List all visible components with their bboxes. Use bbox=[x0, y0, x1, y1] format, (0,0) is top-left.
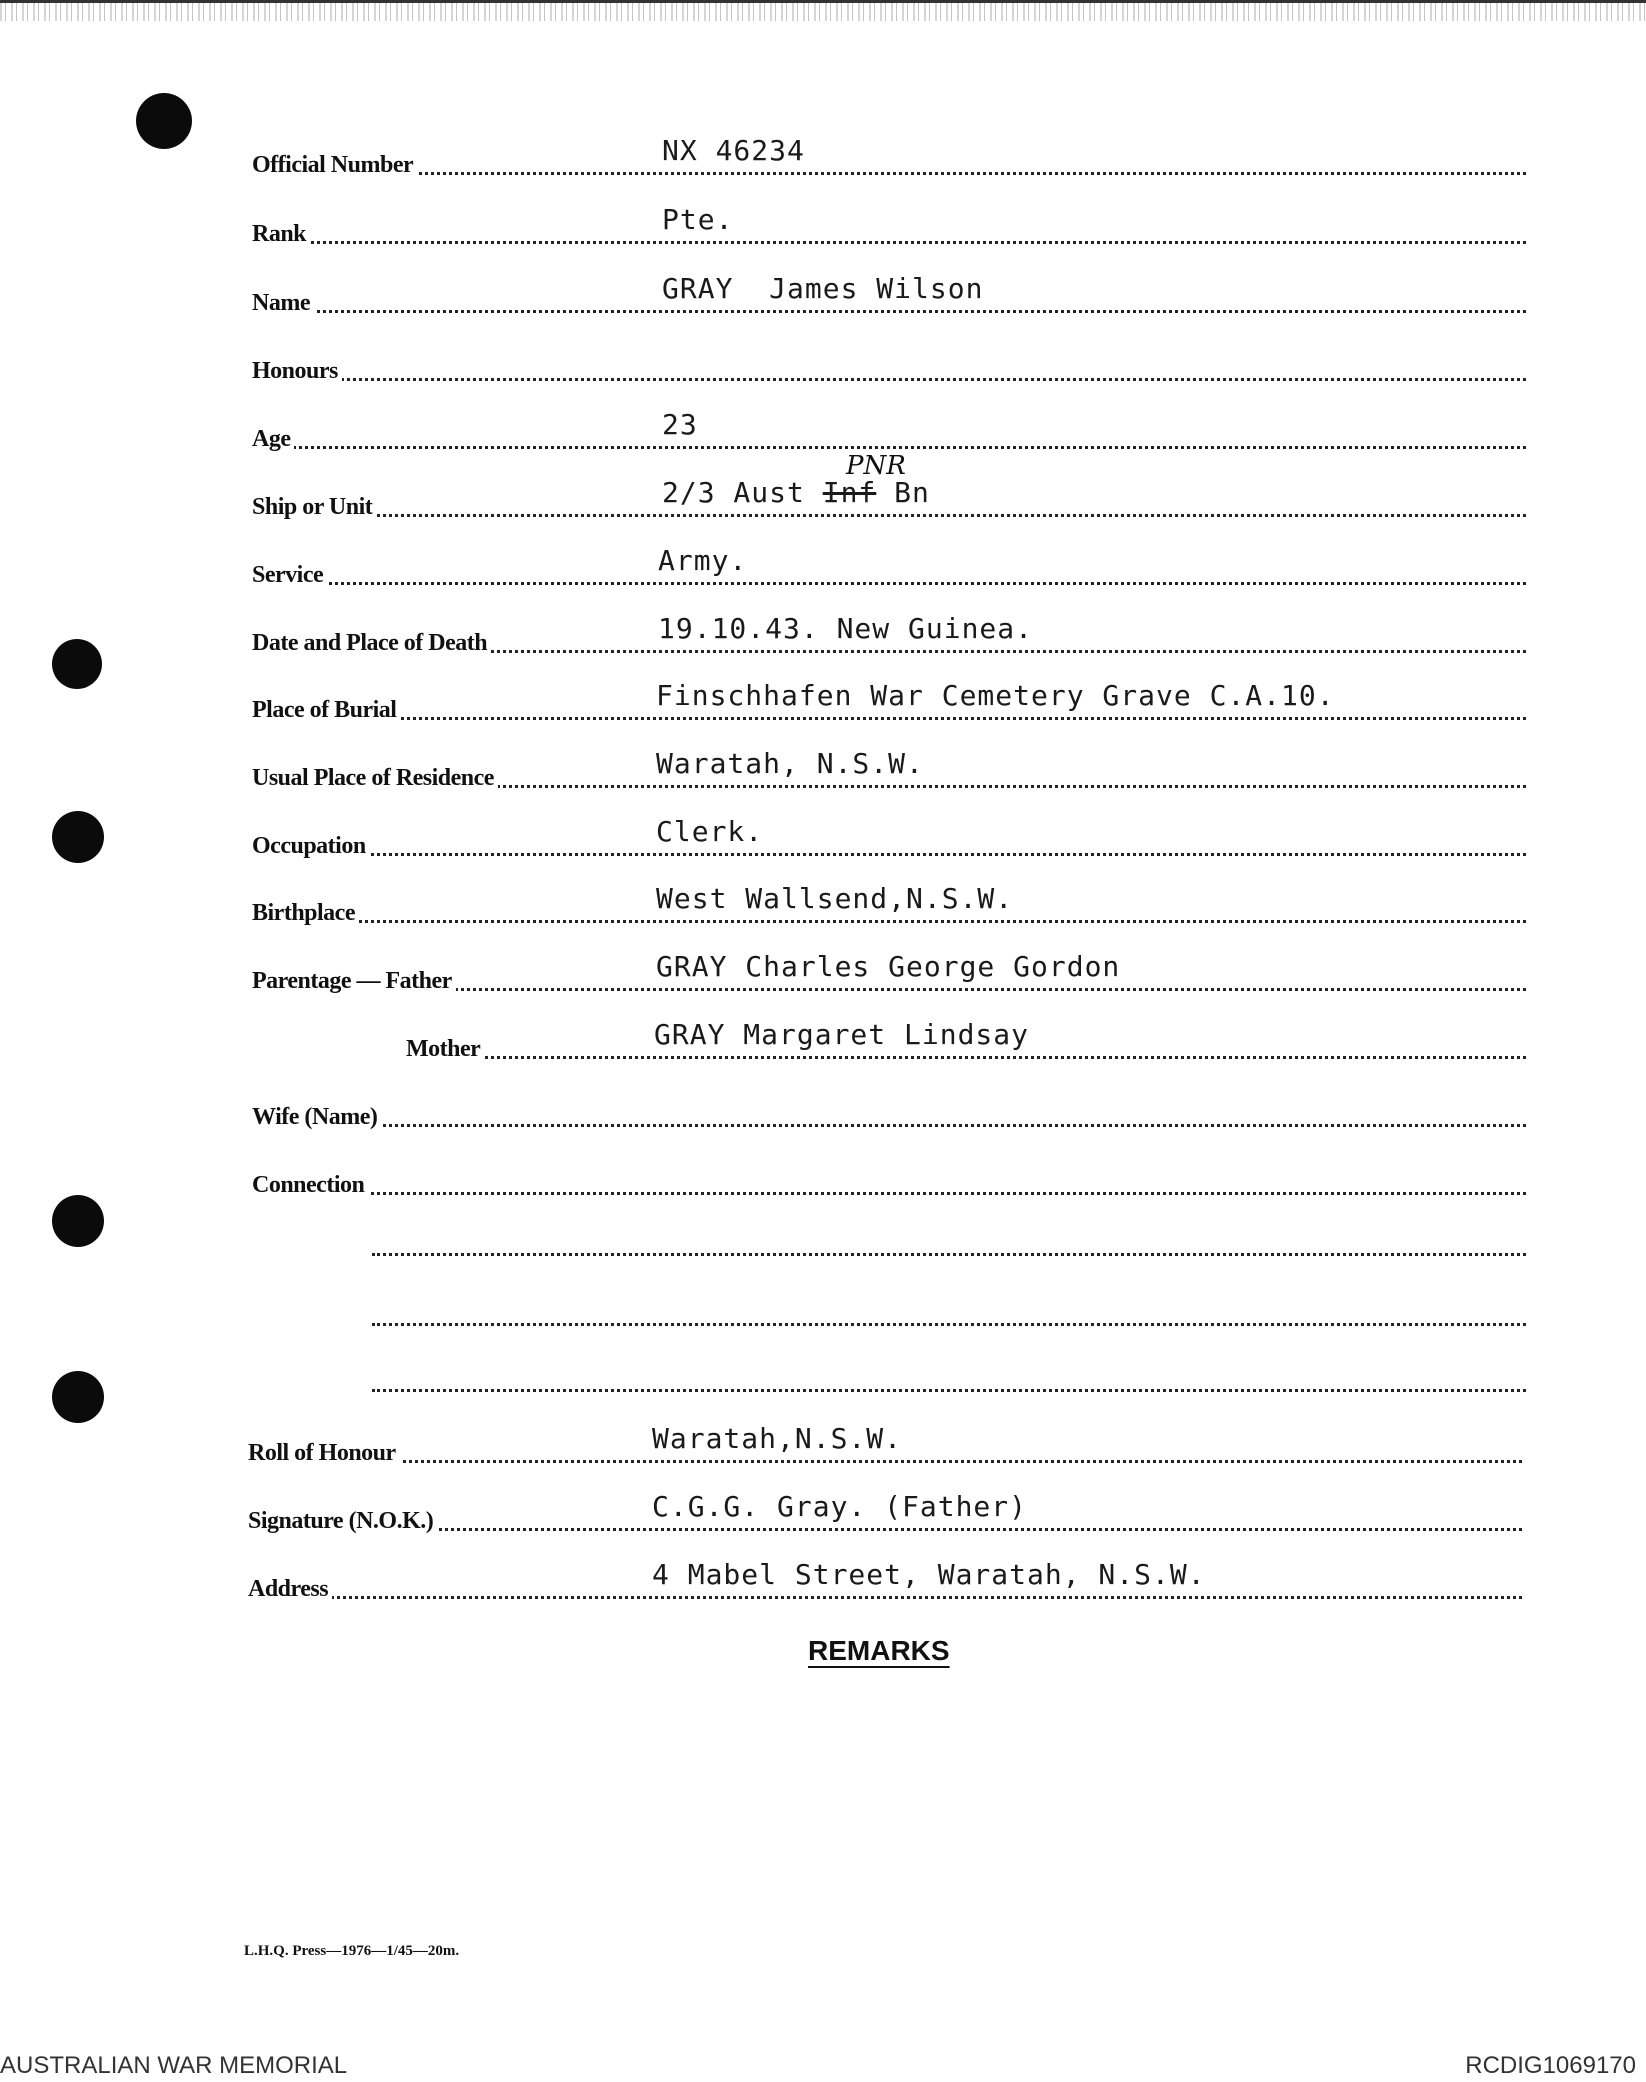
remarks-heading: REMARKS bbox=[808, 1635, 950, 1666]
field-label: Rank bbox=[252, 220, 310, 248]
field-label: Wife (Name) bbox=[252, 1103, 381, 1131]
field-date-place-of-death bbox=[0, 612, 1646, 657]
field-value: Finschhafen War Cemetery Grave C.A.10. bbox=[656, 679, 1335, 712]
field-mother bbox=[0, 1018, 1646, 1063]
field-label: Address bbox=[248, 1575, 332, 1603]
field-address bbox=[0, 1558, 1646, 1603]
field-label: Birthplace bbox=[252, 899, 359, 927]
dotted-line bbox=[252, 310, 1526, 313]
field-label: Age bbox=[252, 425, 294, 453]
field-birthplace bbox=[0, 882, 1646, 927]
field-age bbox=[0, 408, 1646, 453]
field-ship-or-unit bbox=[0, 451, 1646, 521]
field-value: GRAY Charles George Gordon bbox=[656, 950, 1121, 983]
punch-hole-icon bbox=[52, 1195, 104, 1247]
dotted-line bbox=[252, 172, 1526, 175]
field-father bbox=[0, 950, 1646, 995]
field-value: NX 46234 bbox=[662, 134, 805, 167]
blank-dotted-line bbox=[372, 1389, 1526, 1392]
field-value: Waratah,N.S.W. bbox=[652, 1422, 903, 1455]
dotted-line bbox=[252, 1192, 1526, 1195]
field-label: Service bbox=[252, 561, 327, 589]
dotted-line bbox=[252, 446, 1526, 449]
field-value: 23 bbox=[662, 408, 698, 441]
blank-dotted-line bbox=[372, 1323, 1526, 1326]
field-value: C.G.G. Gray. (Father) bbox=[652, 1490, 1028, 1523]
field-value: Waratah, N.S.W. bbox=[656, 747, 924, 780]
field-value: Army. bbox=[658, 544, 748, 577]
field-value: 19.10.43. New Guinea. bbox=[658, 612, 1034, 645]
field-name bbox=[0, 272, 1646, 317]
field-label: Connection bbox=[252, 1171, 368, 1199]
dotted-line bbox=[248, 1596, 1522, 1599]
field-signature-nok bbox=[0, 1490, 1646, 1535]
dotted-line bbox=[252, 1124, 1526, 1127]
punch-hole-icon bbox=[52, 1371, 104, 1423]
field-place-of-burial bbox=[0, 679, 1646, 724]
dotted-line bbox=[248, 1460, 1522, 1463]
handwritten-insert: PNR bbox=[846, 451, 906, 481]
field-value: Pte. bbox=[662, 203, 734, 236]
field-usual-residence bbox=[0, 747, 1646, 792]
blank-dotted-line bbox=[372, 1253, 1526, 1256]
dotted-line bbox=[252, 582, 1526, 585]
field-label: Honours bbox=[252, 357, 342, 385]
field-label: Usual Place of Residence bbox=[252, 764, 498, 792]
footer-reference-id: RCDIG1069170 bbox=[1465, 2052, 1636, 2079]
field-value: GRAY Margaret Lindsay bbox=[654, 1018, 1030, 1051]
field-rank bbox=[0, 203, 1646, 248]
field-official-number bbox=[0, 134, 1646, 179]
field-value: 4 Mabel Street, Waratah, N.S.W. bbox=[652, 1558, 1206, 1591]
struck-text: Inf bbox=[822, 476, 877, 509]
printer-imprint: L.H.Q. Press—1976—1/45—20m. bbox=[244, 1943, 460, 1959]
field-honours bbox=[0, 345, 1646, 385]
unit-prefix: 2/3 Aust bbox=[662, 476, 823, 509]
field-roll-of-honour bbox=[0, 1422, 1646, 1467]
dotted-line bbox=[252, 717, 1526, 720]
dotted-line bbox=[248, 1528, 1522, 1531]
field-label: Ship or Unit bbox=[252, 493, 376, 521]
field-wife bbox=[0, 1091, 1646, 1131]
field-label: Parentage — Father bbox=[252, 967, 456, 995]
field-label: Date and Place of Death bbox=[252, 629, 491, 657]
unit-suffix: Bn bbox=[876, 476, 930, 509]
field-label: Roll of Honour bbox=[248, 1439, 400, 1467]
field-label: Place of Burial bbox=[252, 696, 400, 724]
dotted-line bbox=[252, 920, 1526, 923]
field-value: Clerk. bbox=[656, 815, 764, 848]
field-label: Mother bbox=[406, 1035, 484, 1063]
field-label: Occupation bbox=[252, 832, 370, 860]
field-value: GRAY James Wilson bbox=[662, 272, 984, 305]
field-occupation bbox=[0, 815, 1646, 860]
dotted-line bbox=[252, 241, 1526, 244]
field-label: Name bbox=[252, 289, 314, 317]
dotted-line bbox=[252, 514, 1526, 517]
field-connection bbox=[0, 1159, 1646, 1199]
field-service bbox=[0, 544, 1646, 589]
dotted-line bbox=[252, 853, 1526, 856]
footer-archive-name: AUSTRALIAN WAR MEMORIAL bbox=[0, 2052, 348, 2079]
field-value: West Wallsend,N.S.W. bbox=[656, 882, 1014, 915]
dotted-line bbox=[252, 378, 1526, 381]
field-label: Official Number bbox=[252, 151, 417, 179]
field-label: Signature (N.O.K.) bbox=[248, 1507, 437, 1535]
dotted-line bbox=[406, 1056, 1526, 1059]
scan-edge-noise bbox=[0, 3, 1646, 21]
